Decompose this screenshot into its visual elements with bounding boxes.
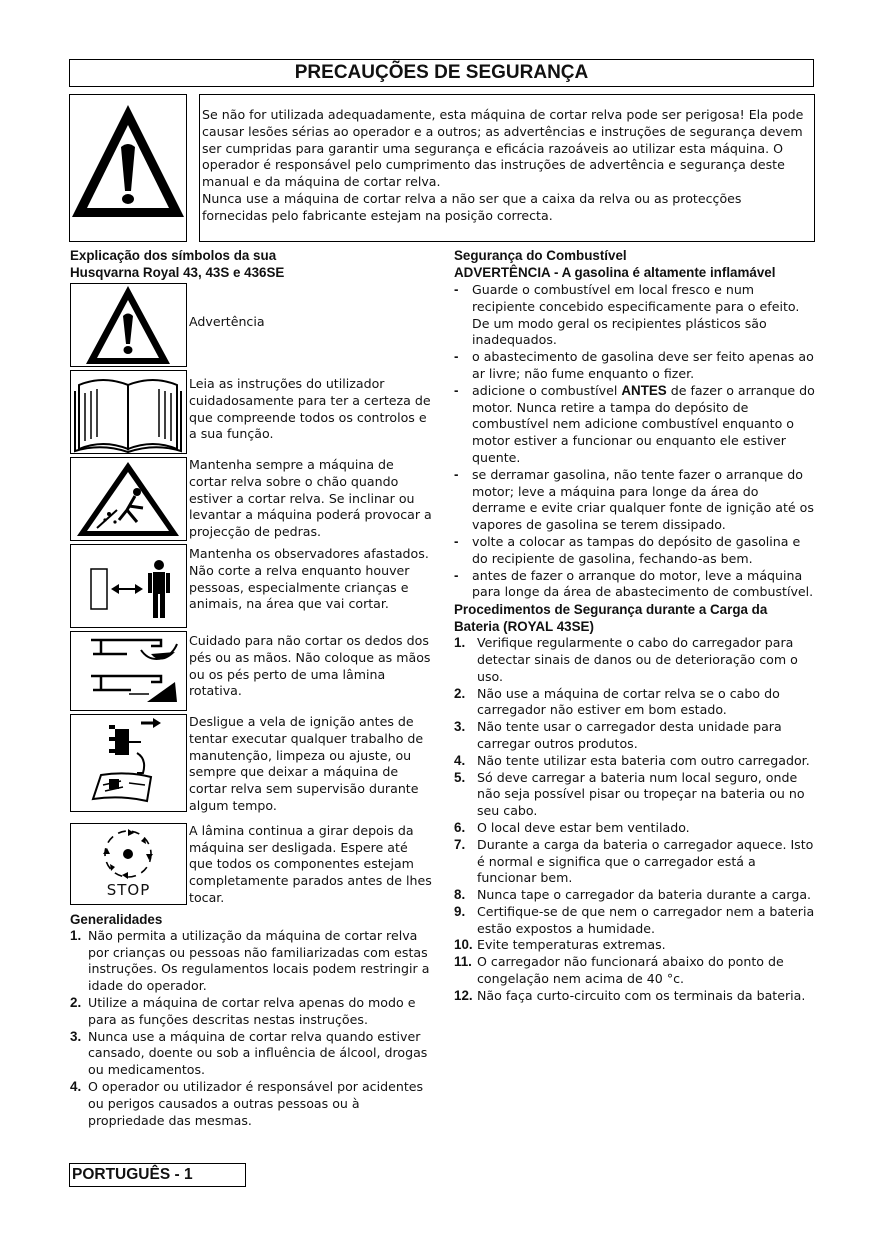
symbol-text-spark-plug: Desligue a vela de ignição antes de tentar executar qualquer trabalho de manutenção, limpeza ou ajuste, ou sempre que deixar a máquina de cortar relva sem supervisão durante algum tempo. (189, 714, 424, 813)
symbol-text-bystanders: Mantenha os observadores afastados. Não corte a relva enquanto houver pessoas, especialmente crianças e animais, na área que vai cortar. (189, 546, 429, 612)
right-column (454, 247, 816, 1005)
battery-list (454, 635, 816, 1005)
symbol-text-blade-stop: A lâmina continua a girar depois da máquina ser desligada. Espere até que todos os componentes estejam completamente parados antes de lhes tocar. (189, 822, 432, 905)
symbol-text-read-manual: Leia as instruções do utilizador cuidadosamente para ter a certeza de que compreende todos os controlos e a sua função. (189, 376, 431, 442)
list-item: 7. Durante a carga da bateria o carregador aquece. Isto é normal e significa que o carregador está a funcionar bem. (454, 836, 814, 886)
intro-paragraph-1: Se não for utilizada adequadamente, esta máquina de cortar relva pode ser perigosa! Ela pode causar lesões sérias ao operador e a outros; as advertências e instruções de segurança devem ser cumpridas para garantir uma segurança e eficácia razoáveis ao utilizar esta máquina. O operador é responsável pelo cumprimento das instruções de advertência e segurança deste manual e da máquina de cortar relva. (202, 107, 804, 190)
symbol-row-flying-debris (70, 457, 432, 541)
list-item: 10. Evite temperaturas extremas. (454, 937, 666, 953)
disconnect-spark-plug-icon (70, 714, 187, 812)
fuel-warning: ADVERTÊNCIA - A gasolina é altamente inflamável (454, 265, 776, 280)
intro-paragraph-2: Nunca use a máquina de cortar relva a não ser que a caixa da relva ou as protecções fornecidas pelo fabricante estejam na posição correcta. (202, 190, 742, 223)
list-item: 5. Só deve carregar a bateria num local seguro, onde não seja possível pisar ou tropeçar na bateria ou no seu cabo. (454, 769, 805, 819)
battery-heading: Procedimentos de Segurança durante a Carga da Bateria (ROYAL 43SE) (454, 602, 768, 635)
fuel-heading: Segurança do Combustível (454, 248, 627, 263)
list-item: 6. O local deve estar bem ventilado. (454, 819, 690, 835)
warning-triangle-icon (70, 283, 187, 367)
main-warning-icon (69, 94, 187, 242)
list-item: - Guarde o combustível em local fresco e num recipiente concebido especificamente para o efeito. De um modo geral os recipientes plásticos são inadequados. (454, 282, 800, 348)
list-item: 2. Não use a máquina de cortar relva se o cabo do carregador não estiver em bom estado. (454, 685, 780, 718)
symbol-row-blade-hands-feet (70, 631, 432, 711)
page-footer: PORTUGUÊS - 1 (69, 1163, 246, 1187)
list-item: - o abastecimento de gasolina deve ser feito apenas ao ar livre; não fume enquanto o fizer. (454, 349, 814, 381)
intro-warning-text (199, 94, 815, 242)
symbol-row-read-manual (70, 370, 432, 454)
list-item: 1. Não permita a utilização da máquina de cortar relva por crianças ou pessoas não familiarizadas com estas instruções. Os regulamentos locais podem restringir a idade do operador. (70, 927, 430, 994)
symbol-text-flying-debris: Mantenha sempre a máquina de cortar relva sobre o chão quando estiver a cortar relva. Se inclinar ou levantar a máquina poderá provocar a projecção de pedras. (189, 457, 432, 540)
list-item: 11. O carregador não funcionará abaixo do ponto de congelação nem acima de 40 °c. (454, 954, 784, 987)
blade-cut-hand-foot-icon (70, 631, 187, 711)
symbol-row-bystanders (70, 544, 432, 628)
symbol-row-blade-stop (70, 823, 432, 907)
list-item: 9. Certifique-se de que nem o carregador nem a bateria estão expostos a humidade. (454, 903, 815, 936)
list-item: 3. Nunca use a máquina de cortar relva quando estiver cansado, doente ou sob a influência de álcool, drogas ou medicamentos. (70, 1028, 428, 1078)
symbol-text-warning: Advertência (189, 314, 265, 329)
symbol-row-warning (70, 283, 432, 367)
general-list (70, 928, 432, 1130)
list-item: 3. Não tente usar o carregador desta unidade para carregar outros produtos. (454, 719, 782, 751)
symbols-heading: Explicação dos símbolos da sua Husqvarna Royal 43, 43S e 436SE (70, 248, 285, 280)
symbol-text-blade-hands-feet: Cuidado para não cortar os dedos dos pés ou as mãos. Não coloque as mãos ou os pés perto de uma lâmina rotativa. (189, 633, 431, 699)
blade-stop-label: STOP (106, 880, 151, 899)
fuel-list (454, 282, 816, 601)
open-book-icon (70, 370, 187, 454)
flying-debris-icon (70, 457, 187, 541)
list-item: - se derramar gasolina, não tente fazer o arranque do motor; leve a máquina para longe da área do derrame e evite criar qualquer fonte de ignição até os vapores de gasolina se terem dissipado. (454, 466, 814, 533)
list-item: 8. Nunca tape o carregador da bateria durante a carga. (454, 887, 812, 903)
list-item: 2. Utilize a máquina de cortar relva apenas do modo e para as funções descritas nestas instruções. (70, 994, 416, 1027)
list-item: 4. O operador ou utilizador é responsável por acidentes ou perigos causados a outras pessoas ou à propriedade das mesmas. (70, 1078, 424, 1128)
list-item: - antes de fazer o arranque do motor, leve a máquina para longe da área de abastecimento de combustível. (454, 567, 814, 600)
left-column (70, 247, 432, 1129)
symbol-row-spark-plug (70, 714, 432, 815)
list-item: 12. Não faça curto-circuito com os terminais da bateria. (454, 987, 806, 1003)
keep-bystanders-away-icon (70, 544, 187, 628)
general-heading: Generalidades (70, 911, 163, 927)
list-item: 1. Verifique regularmente o cabo do carregador para detectar sinais de danos ou de deterioração com o uso. (454, 635, 798, 684)
page-title: PRECAUÇÕES DE SEGURANÇA (69, 59, 814, 87)
list-item: - volte a colocar as tampas do depósito de gasolina e do recipiente de gasolina, fechando-as bem. (454, 533, 801, 566)
list-item: 4. Não tente utilizar esta bateria com outro carregador. (454, 752, 810, 768)
list-item: - adicione o combustível ANTES de fazer o arranque do motor. Nunca retire a tampa do depósito de combustível nem adicione combustível enquanto o motor estiver a funcionar ou enquanto ele estiver quente. (454, 382, 815, 465)
blade-stop-icon (70, 823, 187, 905)
